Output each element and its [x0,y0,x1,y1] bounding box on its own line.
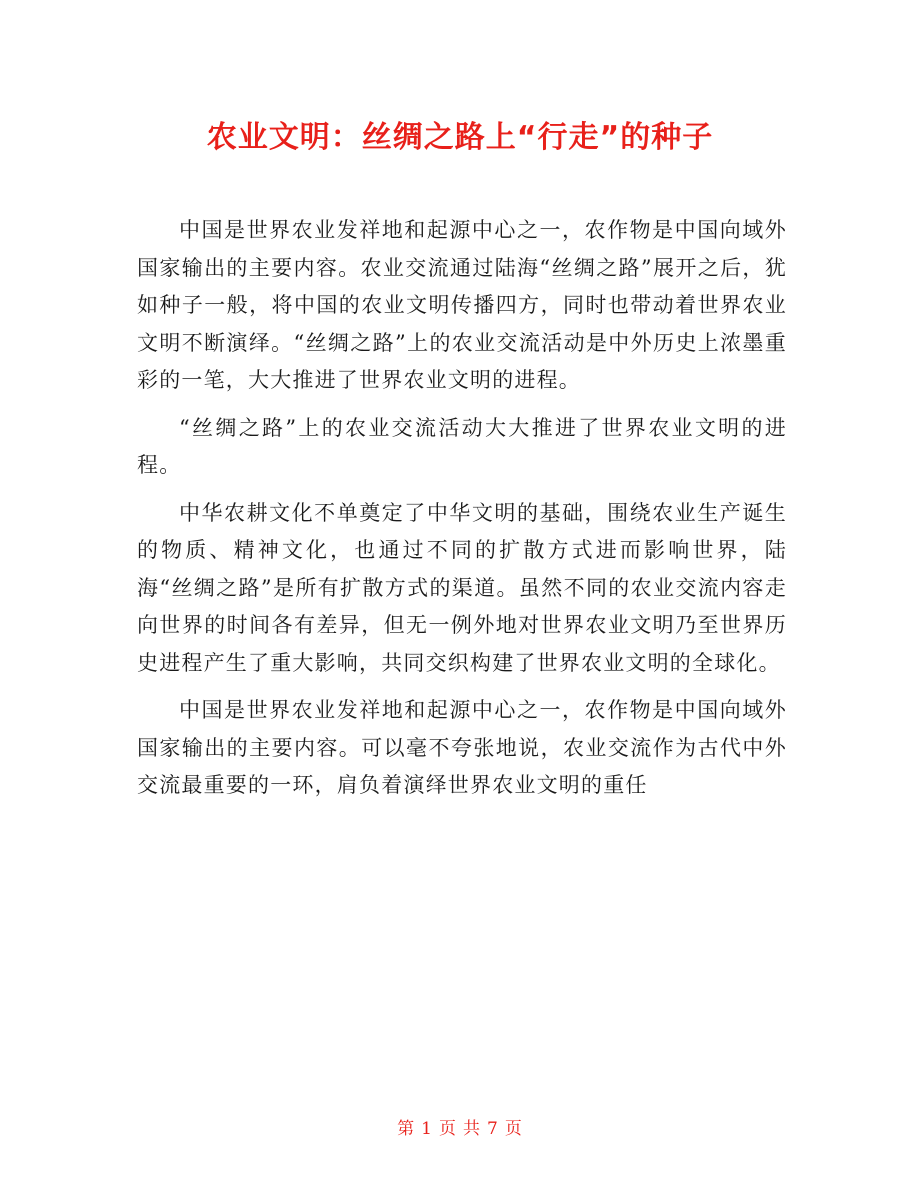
footer-total-pages: 7 [487,1119,499,1139]
footer-total-label: 共 [463,1119,481,1139]
paragraph-2: “丝绸之路”上的农业交流活动大大推进了世界农业文明的进程。 [137,415,787,477]
document-title: 农业文明：丝绸之路上“行走”的种子 [206,120,714,155]
paragraph-1: 中国是世界农业发祥地和起源中心之一，农作物是中国向域外国家输出的主要内容。农业交流通过陆海“丝绸之路”展开之后，犹如种子一般，将中国的农业文明传播四方，同时也带动着世界农业文明不断演绎。“丝绸之路”上的农业交流活动是中外历史上浓墨重彩的一笔，大大推进了世界农业文明的进程。 [137,218,787,392]
footer-prefix: 第 [397,1119,416,1139]
document-body [137,212,787,815]
paragraph-4: 中国是世界农业发祥地和起源中心之一，农作物是中国向域外国家输出的主要内容。可以毫不夸张地说，农业交流作为古代中外交流最重要的一环，肩负着演绎世界农业文明的重任 [137,698,787,797]
footer-page-end-label: 页 [504,1119,523,1139]
page-footer [0,1114,920,1139]
footer-current-page: 1 [421,1119,433,1139]
footer-page-label: 页 [439,1119,457,1139]
paragraph-3: 中华农耕文化不单奠定了中华文明的基础，围绕农业生产诞生的物质、精神文化，也通过不同的扩散方式进而影响世界，陆海“丝绸之路”是所有扩散方式的渠道。虽然不同的农业交流内容走向世界的时间各有差异，但无一例外地对世界农业文明乃至世界历史进程产生了重大影响，共同交织构建了世界农业文明的全球化。 [137,500,787,675]
